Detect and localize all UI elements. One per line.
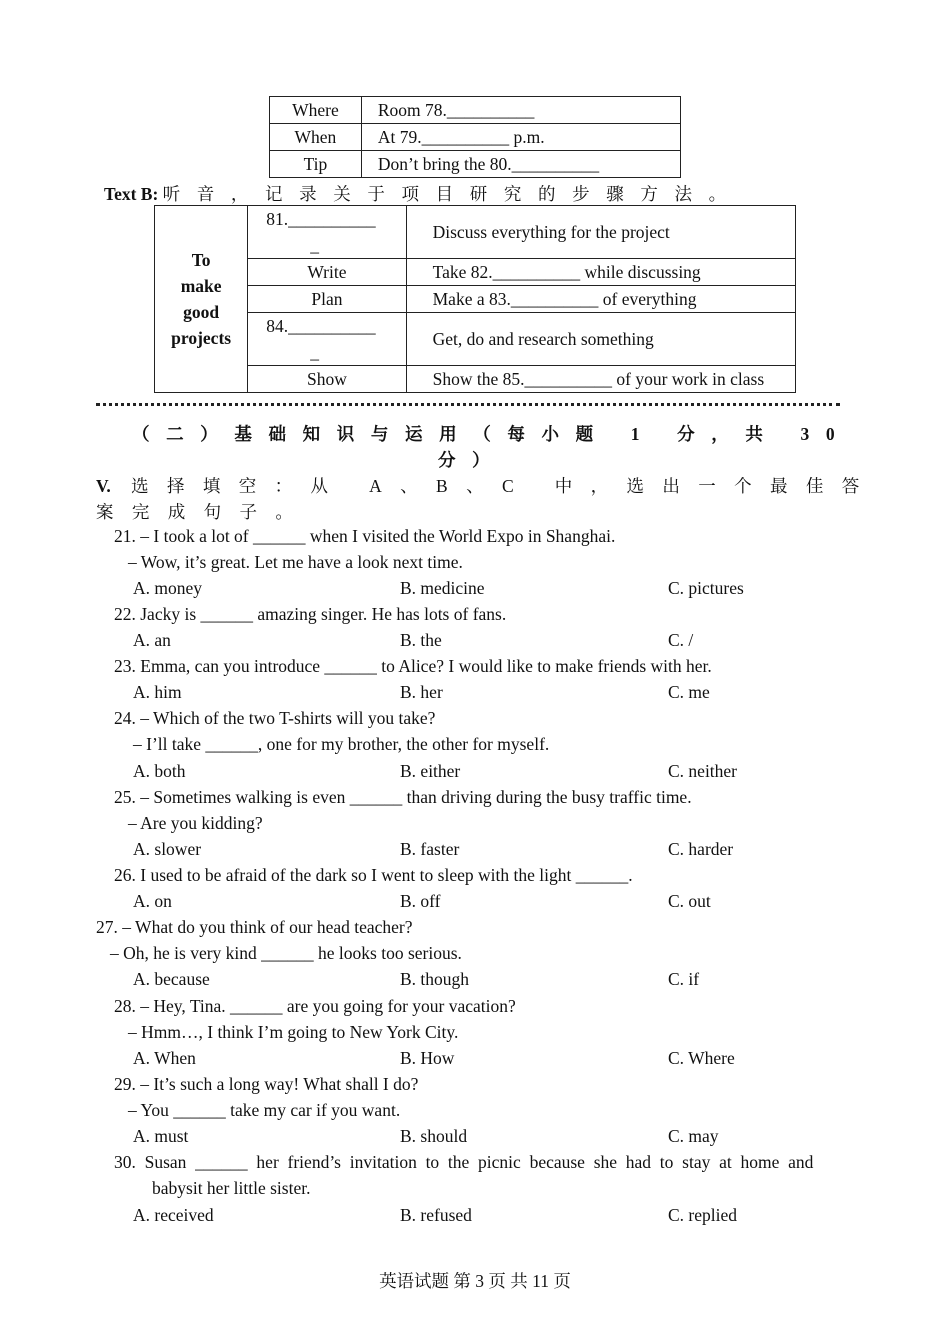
step-blank: 81.__________: [266, 209, 376, 229]
question-line: babysit her little sister.: [152, 1178, 311, 1198]
answer-option: C. harder: [668, 839, 734, 859]
answer-option: C. neither: [668, 761, 738, 781]
side-label-line: make: [180, 276, 222, 296]
question-stem: 29. – It’s such a long way! What shall I do?: [114, 1074, 419, 1094]
answer-option: B. the: [400, 630, 442, 650]
question-stem: 24. – Which of the two T-shirts will you take?: [114, 708, 436, 728]
answer-option: B. refused: [400, 1205, 472, 1225]
question-line: – Hmm…, I think I’m going to New York City.: [128, 1022, 459, 1042]
question-stem: 30. Susan ______ her friend’s invitation to the picnic because she had to stay at home and: [114, 1152, 814, 1172]
answer-option: B. faster: [400, 839, 460, 859]
side-label-line: To: [191, 250, 211, 270]
question-stem: 27. – What do you think of our head teacher?: [96, 917, 413, 937]
text-b-prefix: Text B:: [104, 184, 159, 204]
side-label: [155, 206, 248, 393]
step-desc: Discuss everything for the project: [406, 206, 795, 259]
row-value: Don’t bring the 80.__________: [361, 151, 680, 178]
question-stem: 26. I used to be afraid of the dark so I went to sleep with the light ______.: [114, 865, 633, 885]
side-label-line: good: [183, 302, 220, 322]
answer-option: C. replied: [668, 1205, 738, 1225]
row-label: When: [270, 124, 362, 151]
section-title-cont: 分）: [438, 450, 507, 470]
dotted-divider: [96, 403, 840, 406]
answer-option: A. money: [133, 578, 203, 598]
question-stem: 21. – I took a lot of ______ when I visited the World Expo in Shanghai.: [114, 526, 616, 546]
table-row: [155, 286, 796, 313]
answer-option: B. her: [400, 682, 443, 702]
table-row: [155, 259, 796, 286]
step-cell: [248, 206, 406, 259]
step-blank-tail: _: [310, 342, 319, 362]
question-line: – You ______ take my car if you want.: [128, 1100, 401, 1120]
table-row: [155, 206, 796, 259]
answer-option: B. should: [400, 1126, 468, 1146]
answer-option: A. both: [133, 761, 186, 781]
answer-option: C. pictures: [668, 578, 744, 598]
step-desc: Get, do and research something: [406, 313, 795, 366]
step-desc: Take 82.__________ while discussing: [406, 259, 795, 286]
answer-option: B. How: [400, 1048, 455, 1068]
question-line: – Are you kidding?: [128, 813, 263, 833]
row-label: Where: [270, 97, 362, 124]
answer-option: C. me: [668, 682, 710, 702]
question-line: – I’ll take ______, one for my brother, the other for myself.: [133, 734, 550, 754]
step-cell: [248, 313, 406, 366]
part-v-instruction-cont: 案完成句子。: [96, 502, 312, 522]
text-b-heading: [104, 181, 743, 206]
row-value: At 79.__________ p.m.: [361, 124, 680, 151]
answer-option: A. on: [133, 891, 172, 911]
answer-option: C. may: [668, 1126, 719, 1146]
step-cell: Plan: [248, 286, 406, 313]
table-row: [270, 124, 681, 151]
section-title: （二）基础知识与运用（每小题 1 分，共 30: [132, 424, 852, 444]
answer-option: B. though: [400, 969, 470, 989]
venue-table: [269, 96, 681, 178]
page-footer: 英语试题 第 3 页 共 11 页: [379, 1271, 571, 1291]
row-label: Tip: [270, 151, 362, 178]
question-line: – Wow, it’s great. Let me have a look next time.: [128, 552, 463, 572]
text-b-instruction: 听音，记录关于项目研究的步骤方法。: [162, 184, 743, 204]
answer-option: C. Where: [668, 1048, 735, 1068]
row-value: Room 78.__________: [361, 97, 680, 124]
step-desc: Show the 85.__________ of your work in class: [406, 366, 795, 393]
table-row: [270, 151, 681, 178]
table-row: [270, 97, 681, 124]
answer-option: A. him: [133, 682, 182, 702]
table-row: [155, 366, 796, 393]
project-steps-table: [154, 205, 796, 393]
step-desc: Make a 83.__________ of everything: [406, 286, 795, 313]
answer-option: A. because: [133, 969, 210, 989]
part-v-instruction: [96, 473, 878, 498]
question-line: – Oh, he is very kind ______ he looks too serious.: [110, 943, 462, 963]
question-stem: 28. – Hey, Tina. ______ are you going for your vacation?: [114, 996, 516, 1016]
side-label-line: projects: [171, 328, 232, 348]
part-v-text: 选择填空：从 A、B、C 中，选出一个最佳答: [131, 476, 878, 496]
answer-option: C. if: [668, 969, 700, 989]
answer-option: A. must: [133, 1126, 189, 1146]
answer-option: A. an: [133, 630, 171, 650]
answer-option: A. When: [133, 1048, 196, 1068]
table-row: [155, 313, 796, 366]
answer-option: B. medicine: [400, 578, 485, 598]
answer-option: B. either: [400, 761, 461, 781]
answer-option: A. slower: [133, 839, 202, 859]
step-blank: 84.__________: [266, 316, 376, 336]
part-v-label: V.: [96, 476, 111, 496]
question-stem: 22. Jacky is ______ amazing singer. He has lots of fans.: [114, 604, 507, 624]
question-stem: 23. Emma, can you introduce ______ to Alice? I would like to make friends with her.: [114, 656, 712, 676]
answer-option: B. off: [400, 891, 441, 911]
step-cell: Show: [248, 366, 406, 393]
step-cell: Write: [248, 259, 406, 286]
answer-option: C. out: [668, 891, 711, 911]
answer-option: C. /: [668, 630, 694, 650]
question-stem: 25. – Sometimes walking is even ______ than driving during the busy traffic time.: [114, 787, 692, 807]
step-blank-tail: _: [310, 235, 319, 255]
answer-option: A. received: [133, 1205, 214, 1225]
